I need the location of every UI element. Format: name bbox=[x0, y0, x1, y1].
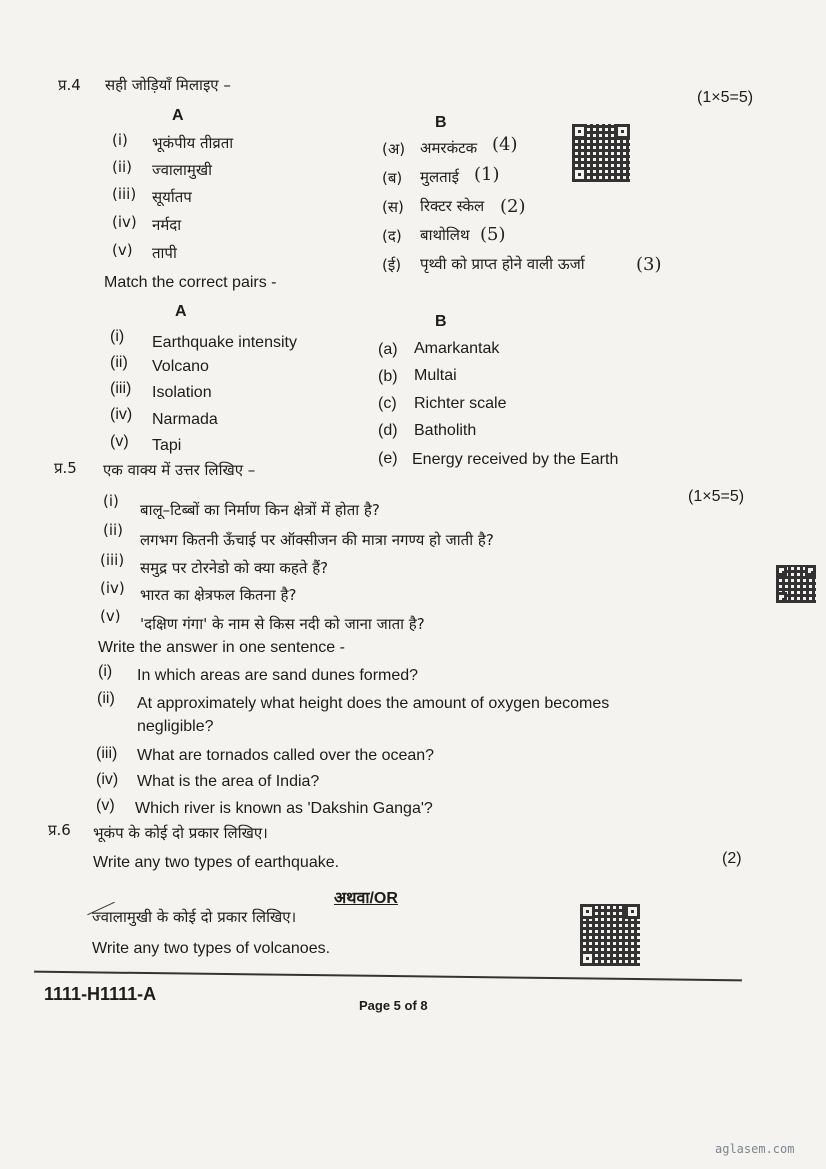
q6-text-hindi: भूकंप के कोई दो प्रकार लिखिए। bbox=[93, 824, 268, 842]
q4-hi-right-num: (द) bbox=[382, 227, 402, 245]
q4-en-right-text: Richter scale bbox=[414, 395, 507, 412]
q5-en-text: Which river is known as 'Dakshin Ganga'? bbox=[135, 800, 433, 817]
q4-en-right-text: Batholith bbox=[414, 422, 477, 439]
qr-code-icon bbox=[776, 565, 816, 603]
q4-en-right-text: Amarkantak bbox=[414, 340, 500, 357]
q4-hi-left-num: (iii) bbox=[112, 185, 137, 203]
q4-title-hindi: सही जोड़ियाँ मिलाइए – bbox=[105, 76, 231, 94]
handwritten-answer: (1) bbox=[474, 164, 500, 185]
q4-hi-left-text: सूर्यातप bbox=[152, 188, 192, 206]
or-separator: अथवा/OR bbox=[334, 890, 398, 907]
q5-number: प्र.5 bbox=[54, 459, 77, 477]
q4-hi-right-num: (ब) bbox=[382, 169, 403, 187]
q5-hi-num: (ii) bbox=[103, 521, 124, 539]
q4-hi-right-text: बाथोलिथ bbox=[420, 226, 470, 244]
q4-en-right-num: (c) bbox=[378, 395, 397, 412]
q5-hi-text: बालू–टिब्बों का निर्माण किन क्षेत्रों में होता है? bbox=[140, 501, 380, 519]
qr-code-icon bbox=[580, 904, 640, 966]
q4-en-left-num: (iv) bbox=[110, 406, 133, 423]
q5-title-hindi: एक वाक्य में उत्तर लिखिए – bbox=[103, 461, 256, 479]
q5-en-text: What are tornados called over the ocean? bbox=[137, 747, 435, 764]
q4-col-a-hindi: A bbox=[172, 107, 184, 124]
q4-col-b-english: B bbox=[435, 313, 447, 330]
q6-number: प्र.6 bbox=[48, 821, 71, 839]
paper-code: 1111-H1111-A bbox=[44, 984, 157, 1004]
q4-hi-right-text: पृथ्वी को प्राप्त होने वाली ऊर्जा bbox=[420, 255, 585, 273]
q4-hi-left-text: भूकंपीय तीव्रता bbox=[152, 134, 234, 152]
q5-title-english: Write the answer in one sentence - bbox=[98, 639, 345, 656]
q5-hi-text: भारत का क्षेत्रफल कितना है? bbox=[140, 586, 297, 604]
footer-divider bbox=[34, 971, 742, 982]
handwritten-answer: (2) bbox=[500, 196, 526, 217]
q5-en-text-cont: negligible? bbox=[137, 718, 214, 735]
q4-en-left-text: Narmada bbox=[152, 411, 218, 428]
q4-en-right-num: (b) bbox=[378, 368, 398, 385]
q4-hi-left-text: नर्मदा bbox=[152, 216, 182, 234]
q4-en-right-num: (d) bbox=[378, 422, 398, 439]
q4-en-left-num: (ii) bbox=[110, 354, 128, 371]
q4-hi-right-text: रिक्टर स्केल bbox=[420, 197, 485, 215]
q4-hi-left-text: ज्वालामुखी bbox=[152, 161, 212, 179]
q5-en-num: (i) bbox=[98, 663, 113, 680]
q4-en-right-text: Multai bbox=[414, 367, 457, 384]
q5-hi-text: लगभग कितनी ऊँचाई पर ऑक्सीजन की मात्रा नगण्य हो जाती है? bbox=[140, 531, 494, 549]
q4-hi-right-num: (ई) bbox=[382, 256, 402, 274]
handwritten-answer: (5) bbox=[480, 224, 506, 245]
q4-col-a-english: A bbox=[175, 303, 187, 320]
q4-en-left-text: Tapi bbox=[152, 437, 182, 454]
q4-hi-right-num: (अ) bbox=[382, 140, 406, 158]
q4-en-left-num: (i) bbox=[110, 328, 125, 345]
q4-hi-left-num: (i) bbox=[112, 131, 128, 149]
q6-marks: (2) bbox=[722, 850, 742, 867]
page-number: Page 5 of 8 bbox=[359, 998, 428, 1013]
q4-hi-right-text: अमरकंटक bbox=[420, 139, 478, 157]
q4-en-left-text: Volcano bbox=[152, 358, 209, 375]
q4-en-right-num: (e) bbox=[378, 450, 398, 467]
q5-en-num: (iv) bbox=[96, 771, 119, 788]
q4-hi-left-num: (v) bbox=[112, 241, 133, 259]
handwritten-answer: (3) bbox=[636, 254, 662, 275]
watermark: aglasem.com bbox=[715, 1142, 795, 1156]
q4-en-right-num: (a) bbox=[378, 341, 398, 358]
q4-marks: (1×5=5) bbox=[697, 89, 754, 106]
q6-or-text-english: Write any two types of volcanoes. bbox=[92, 940, 331, 957]
q6-text-english: Write any two types of earthquake. bbox=[93, 854, 340, 871]
q4-number: प्र.4 bbox=[58, 76, 81, 94]
q4-hi-left-num: (iv) bbox=[112, 213, 137, 231]
q6-or-text-hindi: ज्वालामुखी के कोई दो प्रकार लिखिए। bbox=[92, 908, 297, 926]
q4-en-left-num: (iii) bbox=[110, 380, 132, 397]
q4-title-english: Match the correct pairs - bbox=[104, 274, 277, 291]
q5-en-num: (iii) bbox=[96, 745, 118, 762]
q4-en-right-text: Energy received by the Earth bbox=[412, 451, 619, 468]
q4-en-left-num: (v) bbox=[110, 433, 129, 450]
qr-code-icon bbox=[572, 124, 630, 182]
q5-hi-num: (i) bbox=[103, 492, 119, 510]
q5-en-num: (v) bbox=[96, 797, 115, 814]
q4-hi-left-num: (ii) bbox=[112, 158, 133, 176]
q5-hi-text: 'दक्षिण गंगा' के नाम से किस नदी को जाना जाता है? bbox=[140, 615, 425, 633]
q5-en-text: At approximately what height does the amount of oxygen becomes bbox=[137, 695, 610, 712]
q4-col-b-hindi: B bbox=[435, 114, 447, 131]
q5-en-text: In which areas are sand dunes formed? bbox=[137, 667, 419, 684]
q4-hi-left-text: तापी bbox=[152, 244, 177, 262]
q4-en-left-text: Earthquake intensity bbox=[152, 334, 297, 351]
q5-hi-num: (v) bbox=[100, 607, 121, 625]
q5-en-text: What is the area of India? bbox=[137, 773, 320, 790]
q5-hi-num: (iii) bbox=[100, 551, 125, 569]
q4-hi-right-text: मुलताई bbox=[420, 168, 459, 186]
q5-marks: (1×5=5) bbox=[688, 488, 745, 505]
q4-en-left-text: Isolation bbox=[152, 384, 212, 401]
q5-en-num: (ii) bbox=[97, 690, 115, 707]
q4-hi-right-num: (स) bbox=[382, 198, 404, 216]
q5-hi-num: (iv) bbox=[100, 579, 125, 597]
q5-hi-text: समुद्र पर टोरनेडो को क्या कहते हैं? bbox=[140, 559, 329, 577]
handwritten-answer: (4) bbox=[492, 134, 518, 155]
